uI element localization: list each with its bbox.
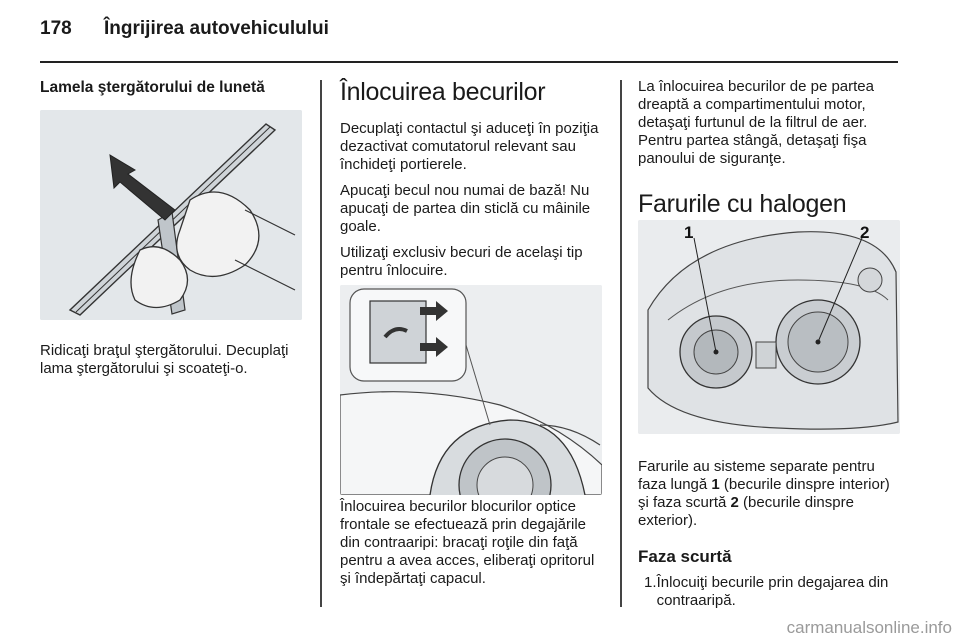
section-heading-bulbs: Înlocuirea becurilor [340, 78, 546, 106]
watermark: carmanualsonline.info [786, 618, 952, 637]
step-1 [638, 574, 904, 610]
page-number: 178 [40, 18, 72, 39]
halogen-text-3: (becurile dinspre exterior). [638, 494, 854, 529]
callout-label-1: 1 [684, 223, 694, 242]
bulbs-paragraph-2: Apucaţi becul nou numai de bază! Nu apucaţi de partea din sticlă cu mâinile goale. [340, 182, 591, 235]
step-number: 1. [644, 574, 657, 591]
column-divider-2 [620, 80, 622, 607]
wheel-arch-illustration [340, 285, 602, 495]
headlamp-illustration [638, 220, 900, 434]
header-divider [40, 61, 898, 63]
step-text: Înlocuiţi becurile prin degajarea din contraaripă. [656, 574, 889, 609]
section-heading-low-beam: Faza scurtă [638, 547, 732, 566]
wiper-paragraph: Ridicaţi braţul ştergătorului. Decuplaţi lama ştergătorului şi scoateţi-o. [40, 342, 289, 377]
halogen-text-1: Farurile au sisteme separate pentru faza lungă [638, 458, 875, 493]
section-heading-halogen: Farurile cu halogen [638, 190, 847, 218]
halogen-text-2: (becurile dinspre interior) şi faza scurtă [638, 476, 890, 511]
bulbs-paragraph-1: Decuplaţi contactul şi aduceţi în poziţia dezactivat comutatorul relevant sau închideţi portierele. [340, 120, 599, 173]
engine-bay-paragraph: La înlocuirea becurilor de pe partea dreaptă a compartimentului motor, detaşaţi furtunul de la filtrul de aer. Pentru partea stângă, detaşaţi fişa panoului de siguranţe. [638, 78, 874, 167]
callout-label-2: 2 [860, 223, 870, 242]
bulbs-paragraph-4: Înlocuirea becurilor blocurilor optice frontale se efectuează prin degajările din contraaripi: bracaţi roţile din faţă pentru a avea acces, eliberaţi opritorul şi îndepărtaţi capacul. [340, 498, 595, 587]
halogen-paragraph [638, 458, 904, 530]
section-heading-wiper: Lamela ştergătorului de lunetă [40, 79, 265, 96]
bulbs-paragraph-3: Utilizaţi exclusiv becuri de acelaşi tip pentru înlocuire. [340, 244, 583, 279]
halogen-ref-2: 2 [730, 494, 739, 511]
halogen-ref-1: 1 [711, 476, 720, 493]
chapter-title: Îngrijirea autovehiculului [104, 18, 329, 39]
page-header [40, 18, 329, 48]
column-divider-1 [320, 80, 322, 607]
wiper-illustration [40, 110, 302, 320]
